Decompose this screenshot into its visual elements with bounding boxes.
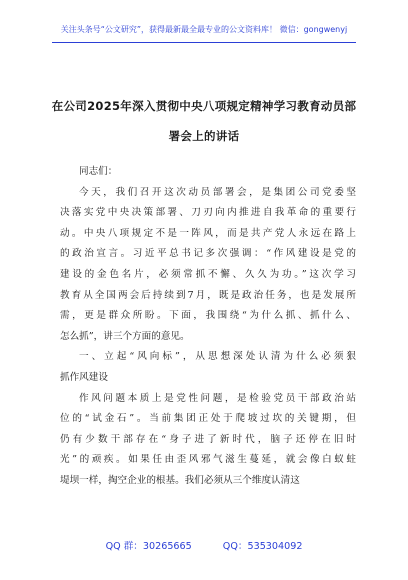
paragraph	[60, 347, 356, 388]
paragraph	[60, 389, 356, 492]
paragraph-line: 抓作风建设	[60, 371, 108, 383]
header-divider	[52, 42, 356, 43]
document-body	[60, 162, 356, 492]
paragraph-line: 堤坝一样，掏空企业的根基。我们必须从三个维度认清这	[60, 474, 300, 486]
paragraph-line: 需，更是群众所盼。下面，我围绕“为什么抓、抓什么、	[60, 310, 356, 322]
paragraph-line: 教育从全国两会后持续到7月，既是政治任务，也是发展所	[60, 289, 356, 301]
paragraph-line: 动。中央八项规定不是一阵风，而是共产党人永远在路上	[60, 227, 356, 239]
salutation-text: 同志们：	[79, 166, 118, 177]
qq-group-number: QQ 群：30265665	[105, 541, 192, 552]
paragraph-line: 一、立起“风向标”，从思想深处认清为什么必须狠	[79, 351, 356, 363]
paragraph-line: 怎么抓”，讲三个方面的意见。	[60, 330, 190, 342]
document-title-line-2: 署会上的讲话	[168, 129, 240, 143]
paragraph-line: 今天，我们召开这次动员部署会，是集团公司党委坚	[79, 186, 356, 198]
paragraph-line: 位的“试金石”。当前集团正处于爬坡过坎的关键期，但	[60, 413, 356, 425]
promo-header: 关注头条号“公文研究”，获得最新最全最专业的公文资料库！ 微信：gongwenyj	[60, 25, 348, 34]
paragraph-line: 光”的顽疾。如果任由歪风邪气滋生蔓延，就会像白蚁蛀	[60, 454, 356, 466]
paragraph-line: 建设的金色名片，必须常抓不懈、久久为功。”这次学习	[60, 268, 356, 280]
qq-contact-number: QQ：535304092	[222, 541, 303, 552]
paragraph-line: 的政治宣言。习近平总书记多次强调：“作风建设是党的	[60, 248, 356, 260]
paragraph-list	[60, 183, 356, 492]
paragraph	[60, 183, 356, 348]
paragraph-line: 仍有少数干部存在“身子进了新时代，脑子还停在旧时	[60, 433, 356, 445]
qq-footer	[0, 538, 408, 552]
paragraph-line: 决落实党中央决策部署、刀刃向内推进自我革命的重要行	[60, 207, 356, 219]
paragraph-line: 作风问题本质上是党性问题，是检验党员干部政治站	[79, 392, 356, 404]
document-title-line-1: 在公司2025年深入贯彻中央八项规定精神学习教育动员部	[51, 99, 357, 113]
salutation	[60, 162, 356, 183]
